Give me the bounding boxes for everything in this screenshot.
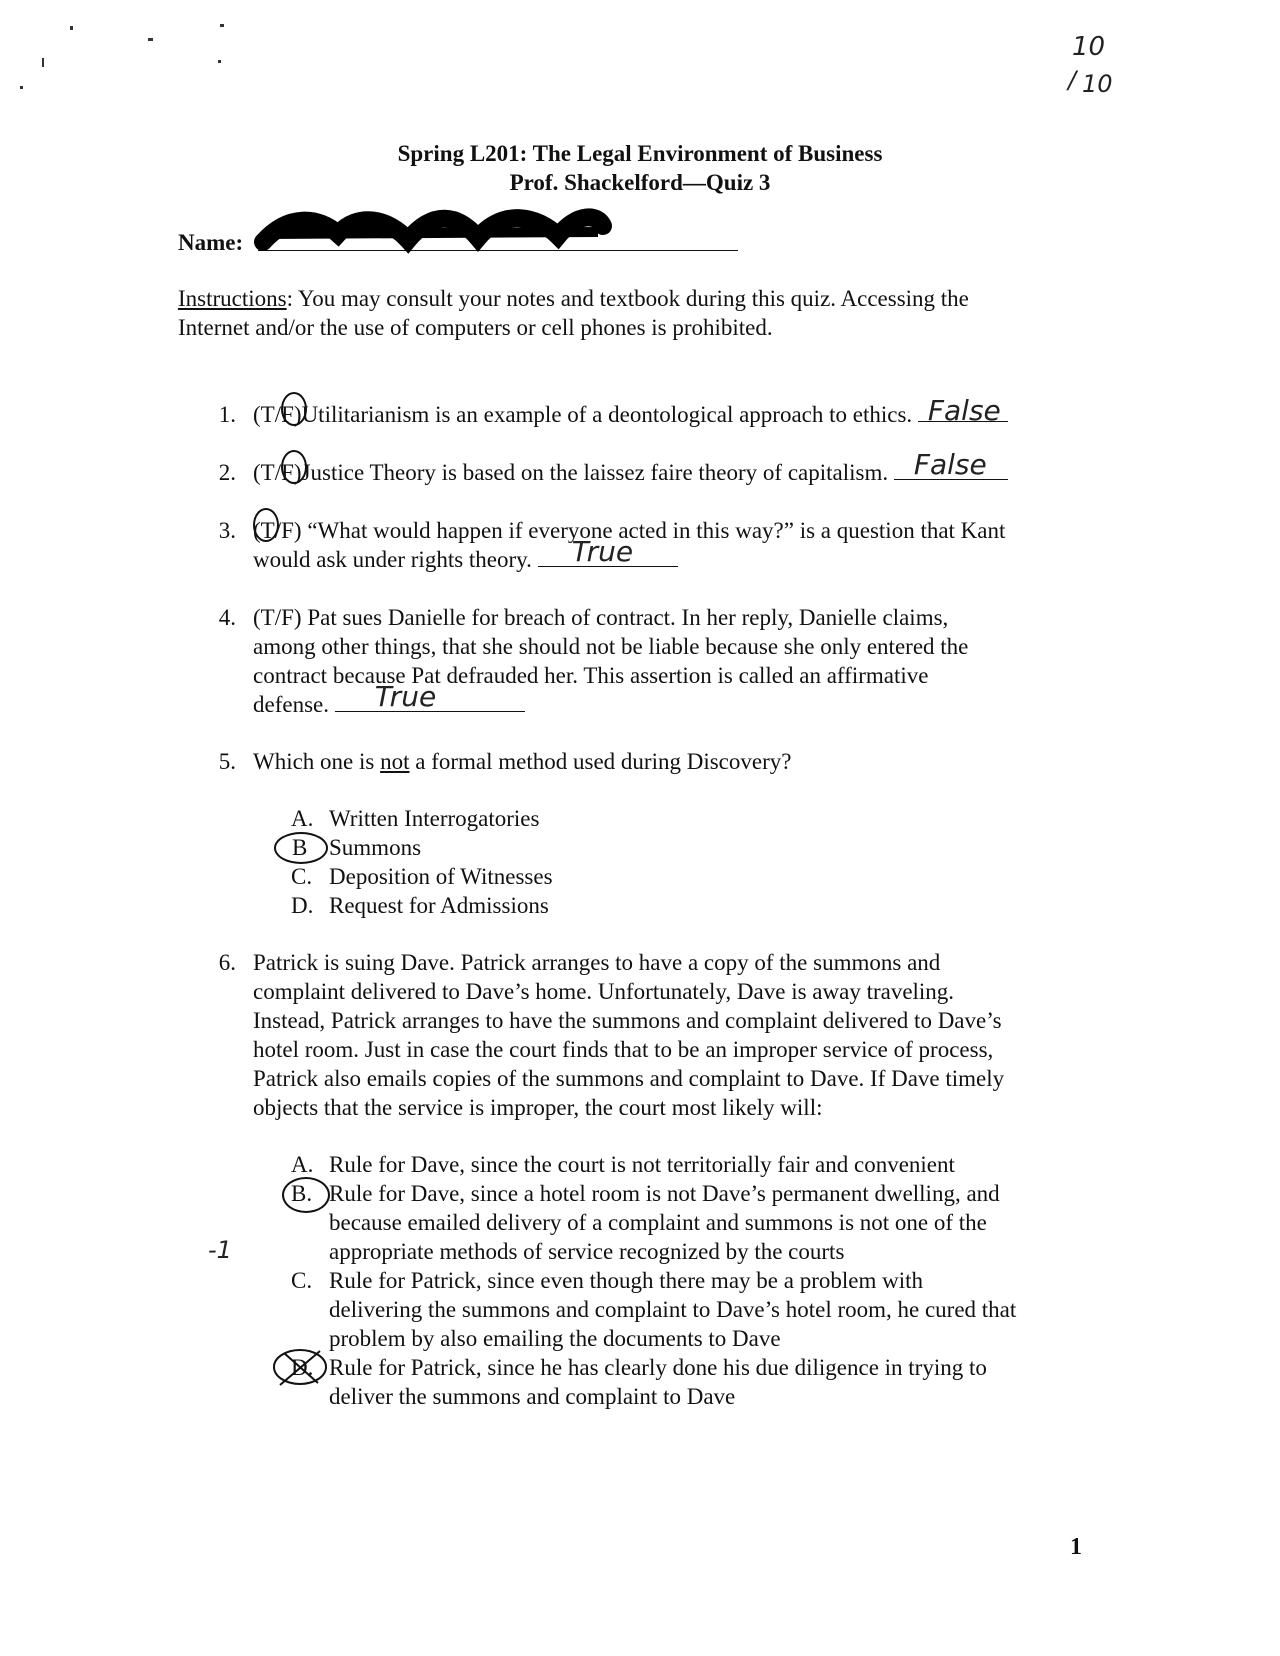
question-5-number: 5. — [218, 749, 236, 774]
name-label: Name: — [178, 230, 244, 255]
question-4-number: 4. — [218, 605, 236, 630]
question-6-line-4: hotel room. Just in case the court finds that to be an improper service of process, — [253, 1037, 994, 1062]
question-6-line-1: Patrick is suing Dave. Patrick arranges to have a copy of the summons and — [253, 950, 941, 975]
answer-circle-6 — [282, 1177, 330, 1213]
question-1-number: 1. — [218, 402, 236, 427]
question-1-text: Utilitarianism is an example of a deontological approach to ethics. — [301, 402, 913, 427]
q5-option-c: Deposition of Witnesses — [329, 864, 553, 889]
answer-blank-1 — [918, 394, 1008, 427]
scan-speck — [20, 86, 23, 89]
margin-deduction: -1 — [208, 1236, 232, 1264]
grade-slash: / — [1068, 66, 1077, 94]
q5-option-a-letter: A. — [291, 806, 314, 831]
question-2-text: Justice Theory is based on the laissez faire theory of capitalism. — [301, 460, 889, 485]
question-6-line-6: objects that the service is improper, the court most likely will: — [253, 1095, 823, 1120]
answer-circle-3 — [253, 508, 279, 542]
q6-option-b-line-1: Rule for Dave, since a hotel room is not Dave’s permanent dwelling, and — [329, 1181, 1000, 1206]
question-2 — [253, 448, 1093, 487]
question-4-line-1: (T/F) Pat sues Danielle for breach of contract. In her reply, Danielle claims, — [253, 605, 949, 630]
question-1-prefix: (T/F) — [253, 402, 302, 427]
question-6-line-3: Instead, Patrick arranges to have the summons and complaint delivered to Dave’s — [253, 1008, 1002, 1033]
q6-option-d-letter: D. — [291, 1355, 314, 1380]
q6-option-b-line-2: because emailed delivery of a complaint and summons is not one of the — [329, 1210, 987, 1235]
question-4-prefix: (T/F) — [253, 605, 302, 630]
instructions-label: Instructions — [178, 286, 287, 311]
question-2-prefix: (T/F) — [253, 460, 302, 485]
question-3-prefix: (T/F) — [253, 518, 302, 543]
answer-blank-3 — [538, 535, 678, 568]
scan-speck — [70, 26, 73, 30]
question-4-line-3: contract because Pat defrauded her. This assertion is called an affirmative — [253, 663, 929, 688]
question-3-line-2: would ask under rights theory. True — [253, 545, 1093, 574]
question-6-line-2: complaint delivered to Dave’s home. Unfortunately, Dave is away traveling. — [253, 979, 955, 1004]
q6-option-c-line-1: Rule for Patrick, since even though there may be a problem with — [329, 1268, 923, 1293]
answer-2: False — [913, 448, 987, 481]
answer-circle-2 — [281, 450, 307, 484]
question-3-line-1: (T/F) “What would happen if everyone acted in this way?” is a question that Kant — [253, 518, 1006, 543]
q6-option-c-line-2: delivering the summons and complaint to Dave’s hotel room, he cured that — [329, 1297, 1017, 1322]
question-3-number: 3. — [218, 518, 236, 543]
scan-speck — [42, 58, 44, 67]
answer-blank-2 — [894, 448, 1008, 481]
grade-numerator: 10 — [1072, 32, 1106, 62]
q6-option-a: Rule for Dave, since the court is not territorially fair and convenient — [329, 1152, 955, 1177]
q6-option-b-line-3: appropriate methods of service recognized by the courts — [329, 1239, 845, 1264]
question-4-line-4: defense. True — [253, 690, 1093, 719]
q6-option-b-letter: B. — [291, 1181, 313, 1206]
grade-denominator: 10 — [1082, 70, 1113, 98]
question-5-text: Which one is not a formal method used during Discovery? — [253, 749, 792, 774]
q5-option-b: Summons — [329, 835, 422, 860]
q6-option-d-line-2: deliver the summons and complaint to Dave — [329, 1384, 736, 1409]
scan-speck — [218, 60, 221, 63]
question-2-number: 2. — [218, 460, 236, 485]
quiz-title: Spring L201: The Legal Environment of Business — [397, 141, 883, 166]
scan-speck — [220, 24, 224, 27]
quiz-subtitle: Prof. Shackelford—Quiz 3 — [509, 170, 771, 195]
instructions-line-1: Instructions: You may consult your notes and textbook during this quiz. Accessing the — [178, 286, 969, 311]
answer-3: True — [571, 535, 634, 568]
redaction-scribble — [258, 204, 608, 254]
question-6-number: 6. — [218, 950, 236, 975]
q6-option-a-letter: A. — [291, 1152, 314, 1177]
answer-circle-1 — [281, 392, 307, 426]
answer-blank-4 — [335, 680, 525, 713]
q6-option-c-letter: C. — [291, 1268, 313, 1293]
answer-1: False — [927, 394, 1001, 427]
answer-circle-5 — [274, 832, 328, 864]
question-1 — [253, 394, 1093, 429]
q5-option-d: Request for Admissions — [329, 893, 549, 918]
page-number: 1 — [1070, 1534, 1082, 1560]
q6-option-d-cross-out — [270, 1345, 330, 1395]
q6-option-c-line-3: problem by also emailing the documents to Dave — [329, 1326, 781, 1351]
q5-option-c-letter: C. — [291, 864, 313, 889]
question-4-line-2: among other things, that she should not be liable because she only entered the — [253, 634, 969, 659]
answer-4: True — [374, 680, 437, 713]
question-6-line-5: Patrick also emails copies of the summons and complaint to Dave. If Dave timely — [253, 1066, 1005, 1091]
q5-option-d-letter: D. — [291, 893, 314, 918]
q6-option-d-line-1: Rule for Patrick, since he has clearly done his due diligence in trying to — [329, 1355, 987, 1380]
q5-option-b-letter: B — [292, 835, 308, 860]
q5-option-a: Written Interrogatories — [329, 806, 540, 831]
instructions-line-2: Internet and/or the use of computers or cell phones is prohibited. — [178, 315, 773, 340]
scan-speck — [148, 38, 153, 41]
